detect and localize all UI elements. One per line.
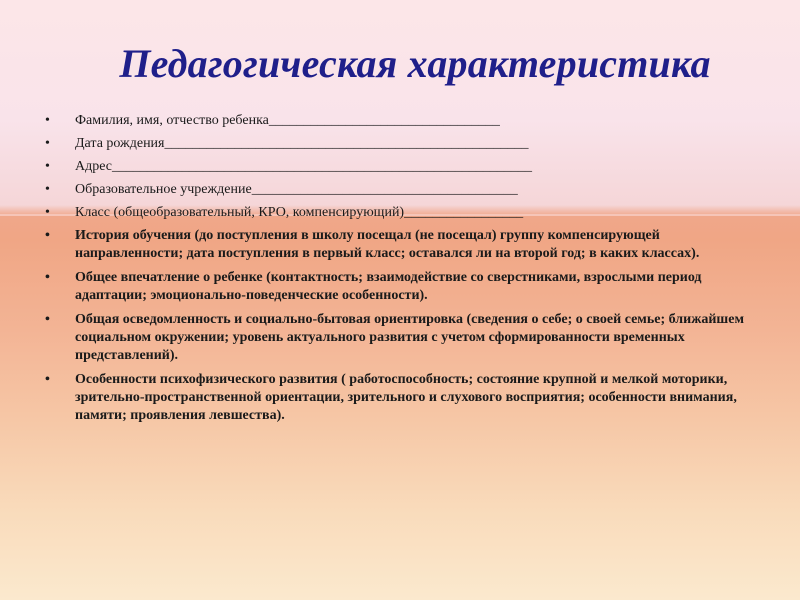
field-birth-date [45,135,745,153]
field-school [45,181,745,199]
bullet-icon: • [45,159,50,174]
field-class [45,204,745,222]
paragraph-general-impression [45,269,745,305]
paragraph-education-history [45,227,745,263]
bullet-icon: • [45,270,50,285]
field-text: Адрес____________________________________________________________ [75,159,533,174]
field-text: Образовательное учреждение______________________________________ [75,182,518,197]
paragraph-text: Общее впечатление о ребенке (контактность; взаимодействие со сверстниками, взрослыми период адаптации; эмоционально-поведенческие особенности). [75,270,702,303]
paragraph-psychophysical-features [45,371,745,425]
field-text: Фамилия, имя, отчество ребенка_________________________________ [75,113,500,128]
bullet-icon: • [45,228,50,243]
bullet-icon: • [45,372,50,387]
bullet-icon: • [45,113,50,128]
field-text: Дата рождения____________________________________________________ [75,136,529,151]
paragraph-text: История обучения (до поступления в школу посещал (не посещал) группу компенсирующей направленности; дата поступления в первый класс; оставался ли на второй год; в каких классах). [75,228,700,261]
bullet-icon: • [45,136,50,151]
paragraph-text: Общая осведомленность и социально-бытовая ориентировка (сведения о себе; о своей семье; ближайшем социальном окружении; уровень актуального развития с учетом сформированности временных представлений). [75,312,744,363]
paragraph-general-awareness [45,311,745,365]
field-full-name [45,112,745,130]
field-address [45,158,745,176]
bullet-list [45,112,745,431]
bullet-icon: • [45,312,50,327]
bullet-icon: • [45,182,50,197]
slide-title: Педагогическая характеристика [119,41,711,86]
bullet-icon: • [45,205,50,220]
field-text: Класс (общеобразовательный, КРО, компенсирующий)_________________ [75,205,524,220]
paragraph-text: Особенности психофизического развития ( работоспособность; состояние крупной и мелкой моторики, зрительно-пространственной ориентации, зрительного и слухового восприятия; особенности внимания, памяти; проявления левшества). [75,372,737,423]
